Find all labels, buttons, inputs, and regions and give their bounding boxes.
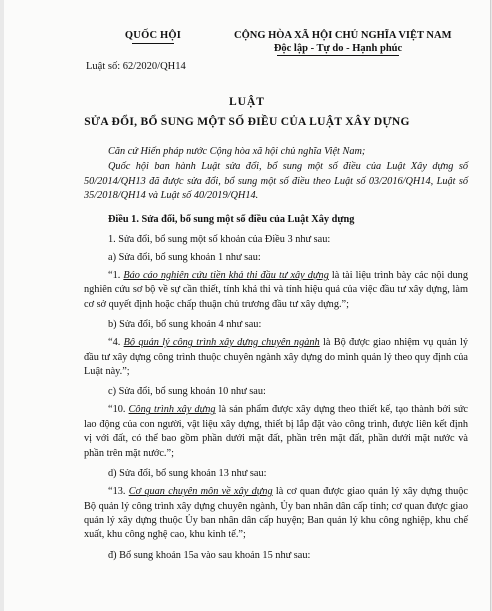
preamble-enactment: Quốc hội ban hành Luật sửa đổi, bổ sung một số điều của Luật Xây dựng số 50/2014/QH13 đã được sửa đổi, bổ sung một số điều theo Luật số 03/2016/QH14, Luật số 35/2018/QH14 và Luật số 40/2019/QH14. — [84, 161, 468, 202]
motto-underline — [277, 55, 399, 56]
preamble-constitution: Căn cứ Hiến pháp nước Cộng hòa xã hội chủ nghĩa Việt Nam; — [108, 146, 366, 157]
document-page — [4, 0, 491, 611]
point-b: b) Sửa đổi, bổ sung khoản 4 như sau: — [108, 319, 262, 331]
defined-term: Bộ quản lý công trình xây dựng chuyên ngành — [123, 337, 320, 349]
definition-4 — [84, 336, 468, 379]
definition-1 — [84, 269, 468, 312]
issuer-block — [108, 30, 198, 44]
definition-number: “13. — [108, 486, 129, 498]
defined-term: Cơ quan chuyên môn về xây dựng — [128, 486, 273, 498]
document-body — [84, 145, 468, 567]
national-motto: Độc lập - Tự do - Hạnh phúc — [273, 43, 403, 54]
definition-number: “10. — [108, 404, 129, 416]
defined-term: Công trình xây dựng — [128, 404, 216, 416]
law-number: Luật số: 62/2020/QH14 — [86, 61, 186, 72]
document-title: SỬA ĐỔI, BỔ SUNG MỘT SỐ ĐIỀU CỦA LUẬT XÂY DỰNG — [84, 116, 410, 128]
definition-13 — [84, 485, 468, 543]
definition-number: “4. — [108, 337, 124, 349]
issuer-name: QUỐC HỘI — [124, 30, 182, 41]
document-type: LUẬT — [229, 96, 265, 108]
point-c: c) Sửa đổi, bổ sung khoản 10 như sau: — [108, 386, 266, 398]
point-d: d) Sửa đổi, bổ sung khoản 13 như sau: — [108, 468, 267, 480]
definition-number: “1. — [108, 270, 124, 282]
definition-text: là tài liệu trình bày các nội dung nghiên cứu sơ bộ về sự cần thiết, tính khả thi và tính hiệu quả của việc đầu tư xây dựng, làm cơ sở quyết định hoặc chấp thuận chủ trương đầu tư xây dựng.”; — [84, 270, 468, 310]
national-header — [234, 30, 452, 56]
point-a: a) Sửa đổi, bổ sung khoản 1 như sau: — [108, 252, 261, 264]
nation-name: CỘNG HÒA XÃ HỘI CHỦ NGHĨA VIỆT NAM — [234, 30, 452, 41]
issuer-underline — [132, 43, 174, 44]
definition-text: là cơ quan được giao quản lý xây dựng thuộc Bộ quản lý công trình xây dựng chuyên ngành, Ủy ban nhân dân cấp tỉnh; cơ quan được giao quản lý xây dựng thuộc Ủy ban nhân dân cấp huyện; Ban quản lý khu công nghiệp, khu chế xuất, khu công nghệ cao, khu kinh tế.”; — [84, 486, 468, 541]
definition-10 — [84, 403, 468, 461]
article-heading: Điều 1. Sửa đổi, bổ sung một số điều của Luật Xây dựng — [108, 213, 355, 225]
defined-term: Báo cáo nghiên cứu tiền khả thi đầu tư xây dựng — [123, 270, 329, 282]
point-dd: đ) Bổ sung khoản 15a vào sau khoản 15 như sau: — [108, 549, 311, 561]
definition-text: là Bộ được giao nhiệm vụ quản lý đầu tư xây dựng công trình thuộc chuyên ngành xây dựng do mình quản lý theo quy định của Luật này.”; — [84, 337, 468, 378]
definition-text: là sản phẩm được xây dựng theo thiết kế, tạo thành bởi sức lao động của con người, vật liệu xây dựng, thiết bị lắp đặt vào công trình, được liên kết định vị với đất, có thể bao gồm phần dưới mặt đất, phần trên mặt đất, phần dưới mặt nước và phần trên mặt nước.”; — [84, 404, 468, 459]
clause-1: 1. Sửa đổi, bổ sung một số khoản của Điều 3 như sau: — [108, 234, 331, 246]
